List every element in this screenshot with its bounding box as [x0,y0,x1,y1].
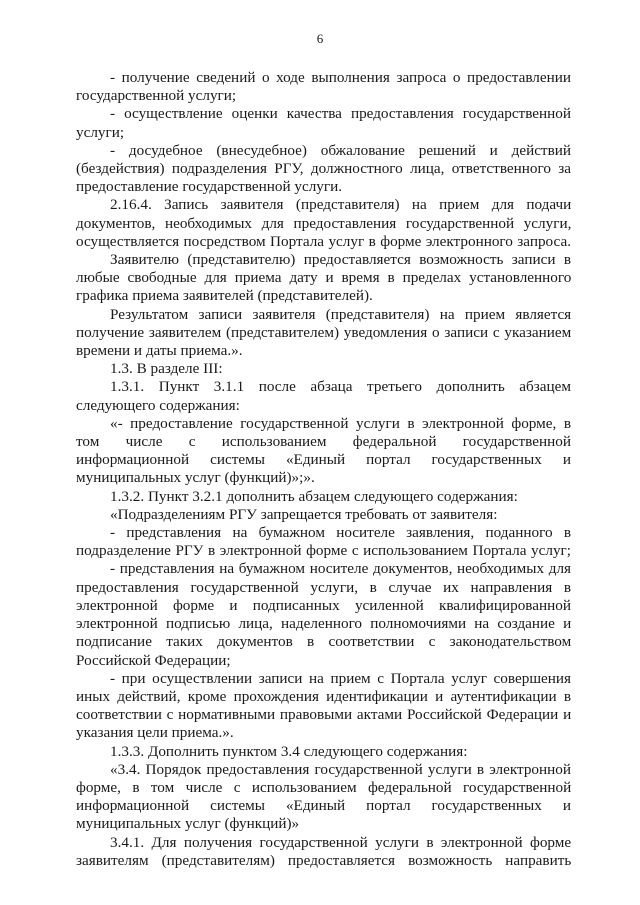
page-number: 6 [316,31,324,46]
text-line: 3.4.1. Для получения государственной услуги в электронной форме [110,833,572,851]
text-line: 1.3.1. Пункт 3.1.1 после абзаца третьего дополнить абзацем [110,378,571,396]
text-line: указания цели приема.». [76,724,234,742]
text-line: электронной подписью лица, наделенного полномочиями на создание и [76,615,572,633]
text-line: документов, необходимых для предоставления государственной услуги, [76,214,572,232]
text-line: - представления на бумажном носителе заявления, поданного в [110,524,571,542]
text-line: 1.3.3. Дополнить пунктом 3.4 следующего содержания: [110,742,468,760]
text-line: - при осуществлении записи на прием с Портала услуг совершения [110,669,571,687]
text-line: - представления на бумажном носителе документов, необходимых для [110,560,572,578]
text-line: 1.3.2. Пункт 3.2.1 дополнить абзацем следующего содержания: [110,487,518,505]
text-line: Результатом записи заявителя (представителя) на прием является [110,305,572,323]
text-line: предоставление государственной услуги. [76,178,343,196]
text-line: времени и даты приема.». [76,342,243,360]
text-line: 2.16.4. Запись заявителя (представителя) на прием для подачи [110,196,572,214]
text-line: - осуществление оценки качества предоставления государственной [110,105,571,123]
text-line: электронной форме и подписанных усиленной квалифицированной [76,596,571,614]
text-line: информационной системы «Единый портал государственных и [76,451,571,469]
text-line: «- предоставление государственной услуги в электронной форме, в [110,414,571,432]
text-line: соответствии с нормативными правовыми актами Российской Федерации и [76,706,572,724]
document-body [76,69,571,870]
text-line: (бездействия) подразделения РГУ, должностного лица, ответственного за [76,160,571,178]
text-line: форме, в том числе с использованием федеральной государственной [76,778,572,796]
text-line: подразделение РГУ в электронной форме с использованием Портала услуг; [76,542,571,560]
text-line: государственной услуги; [76,87,237,105]
text-line: Российской Федерации; [76,651,231,669]
text-line: осуществляется посредством Портала услуг в форме электронного запроса. [76,232,571,250]
text-line: следующего содержания: [76,396,240,414]
text-line: иных действий, кроме прохождения идентификации и аутентификации в [76,687,571,705]
text-line: - досудебное (внесудебное) обжалование решений и действий [110,141,571,159]
text-line: любые свободные для приема дату и время в пределах установленного [76,269,572,287]
text-line: подписание таких документов в соответствии с законодательством [76,633,572,651]
text-line: услуги; [76,123,125,141]
text-line: «3.4. Порядок предоставления государственной услуги в электронной [110,760,571,778]
text-line: предоставления государственной услуги, в случае их направления в [76,578,572,596]
text-line: «Подразделениям РГУ запрещается требовать от заявителя: [110,505,498,523]
text-line: заявителям (представителям) предоставляется возможность направить [76,851,572,869]
text-line: получение заявителем (представителем) уведомления о записи с указанием [76,323,572,341]
text-line: Заявителю (представителю) предоставляется возможность записи в [110,251,572,269]
text-line: муниципальных услуг (функций)»;». [76,469,315,487]
text-line: 1.3. В разделе III: [110,360,223,378]
text-line: информационной системы «Единый портал государственных и [76,797,571,815]
text-line: муниципальных услуг (функций)» [76,815,300,833]
text-line: том числе с использованием федеральной государственной [76,433,571,451]
text-line: графика приема заявителей (представителей). [76,287,373,305]
text-line: - получение сведений о ходе выполнения запроса о предоставлении [110,69,571,86]
